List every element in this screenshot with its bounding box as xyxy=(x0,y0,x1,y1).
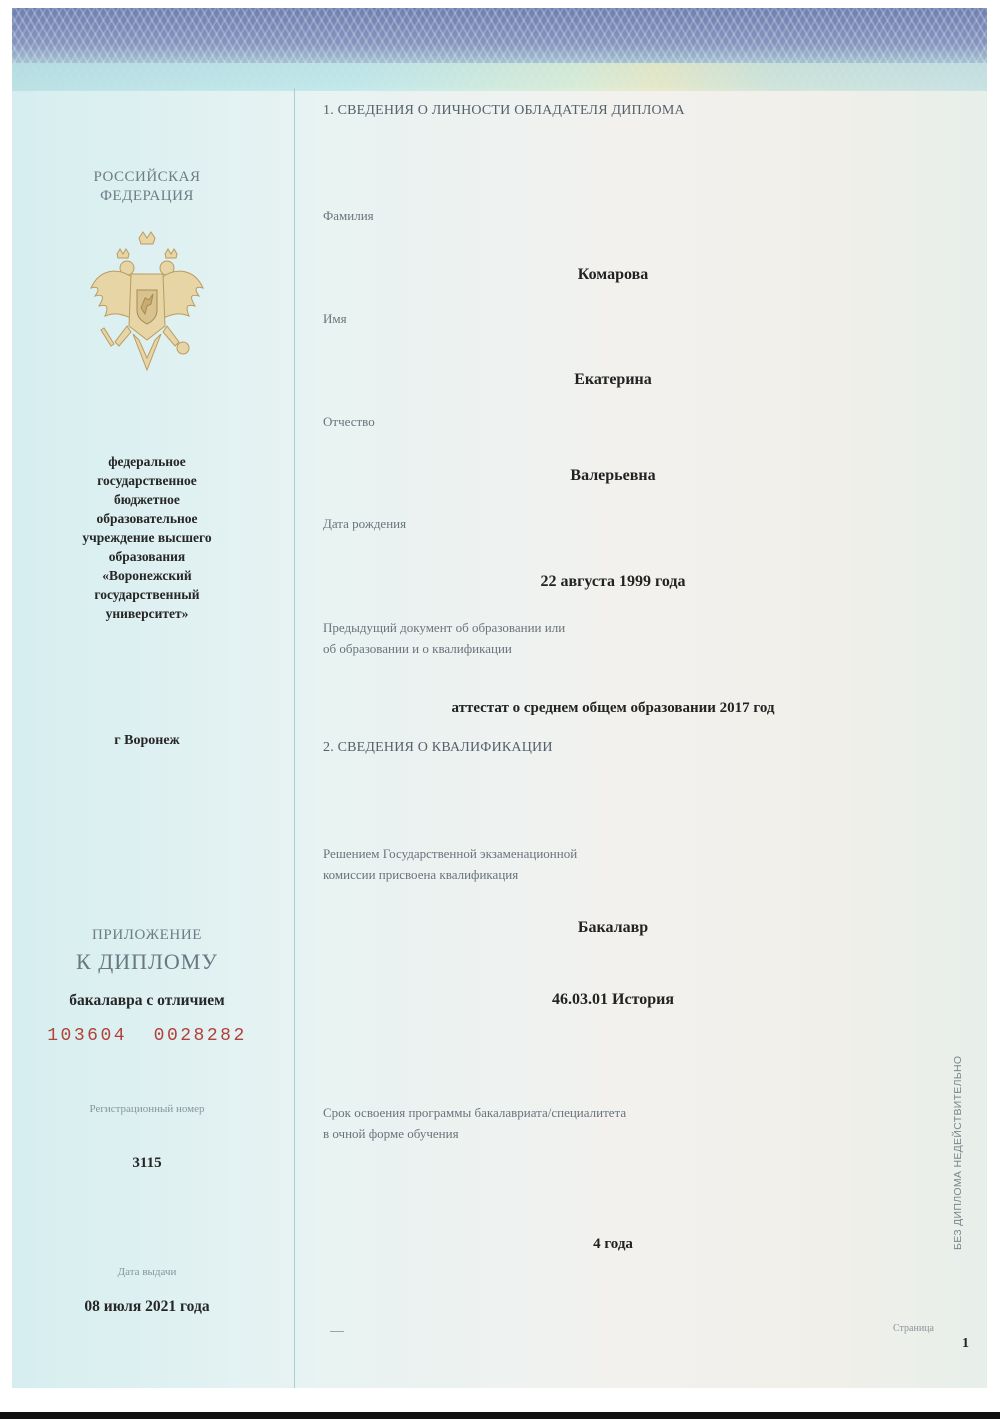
registration-number: 3115 xyxy=(132,1155,162,1171)
organization-name: федеральное государственное бюджетное образовательное учреждение высшего образования «Воронежский государственный университет» xyxy=(82,454,212,621)
name-value: Екатерина xyxy=(574,371,652,388)
appendix-title-line2: К ДИПЛОМУ xyxy=(76,949,218,974)
section-personal-title: 1. СВЕДЕНИЯ О ЛИЧНОСТИ ОБЛАДАТЕЛЯ ДИПЛОМА xyxy=(323,103,685,118)
issue-date: 08 июля 2021 года xyxy=(84,1298,210,1315)
patronymic-label: Отчество xyxy=(323,414,375,429)
scan-bottom-edge xyxy=(0,1412,1000,1419)
name-label: Имя xyxy=(323,311,347,326)
invalid-without-diploma-note: БЕЗ ДИПЛОМА НЕДЕЙСТВИТЕЛЬНО xyxy=(952,1055,964,1250)
coat-of-arms-icon xyxy=(12,230,282,380)
country-name: РОССИЙСКАЯ ФЕДЕРАЦИЯ xyxy=(93,169,201,204)
section-qualification-title: 2. СВЕДЕНИЯ О КВАЛИФИКАЦИИ xyxy=(323,740,553,755)
patronymic-value: Валерьевна xyxy=(570,467,656,484)
program-value: 46.03.01 История xyxy=(552,991,674,1008)
duration-value: 4 года xyxy=(593,1236,633,1252)
footer-dash xyxy=(330,1331,344,1332)
surname-value: Комарова xyxy=(577,266,649,283)
qualification-decision-label: Решением Государственной экзаменационной комиссии присвоена квалификация xyxy=(323,846,578,882)
previous-document-value: аттестат о среднем общем образовании 2017 год xyxy=(451,700,775,716)
page-number: 1 xyxy=(962,1336,969,1351)
birth-date-label: Дата рождения xyxy=(323,516,407,531)
left-column xyxy=(12,0,282,1380)
qualification-value: Бакалавр xyxy=(577,919,649,936)
page-label: Страница xyxy=(893,1323,934,1334)
degree-type: бакалавра с отличием xyxy=(69,992,225,1009)
duration-label: Срок освоения программы бакалавриата/специалитета в очной форме обучения xyxy=(323,1105,627,1141)
registration-number-label: Регистрационный номер xyxy=(89,1103,205,1115)
birth-date-value: 22 августа 1999 года xyxy=(540,573,686,590)
city: г Воронеж xyxy=(114,733,180,748)
issue-date-label: Дата выдачи xyxy=(117,1266,177,1278)
appendix-title-line1: ПРИЛОЖЕНИЕ xyxy=(91,927,203,943)
serial-number: 103604 0028282 xyxy=(47,1026,247,1046)
surname-label: Фамилия xyxy=(323,208,374,223)
previous-document-label: Предыдущий документ об образовании или об образовании и о квалификации xyxy=(323,620,566,656)
